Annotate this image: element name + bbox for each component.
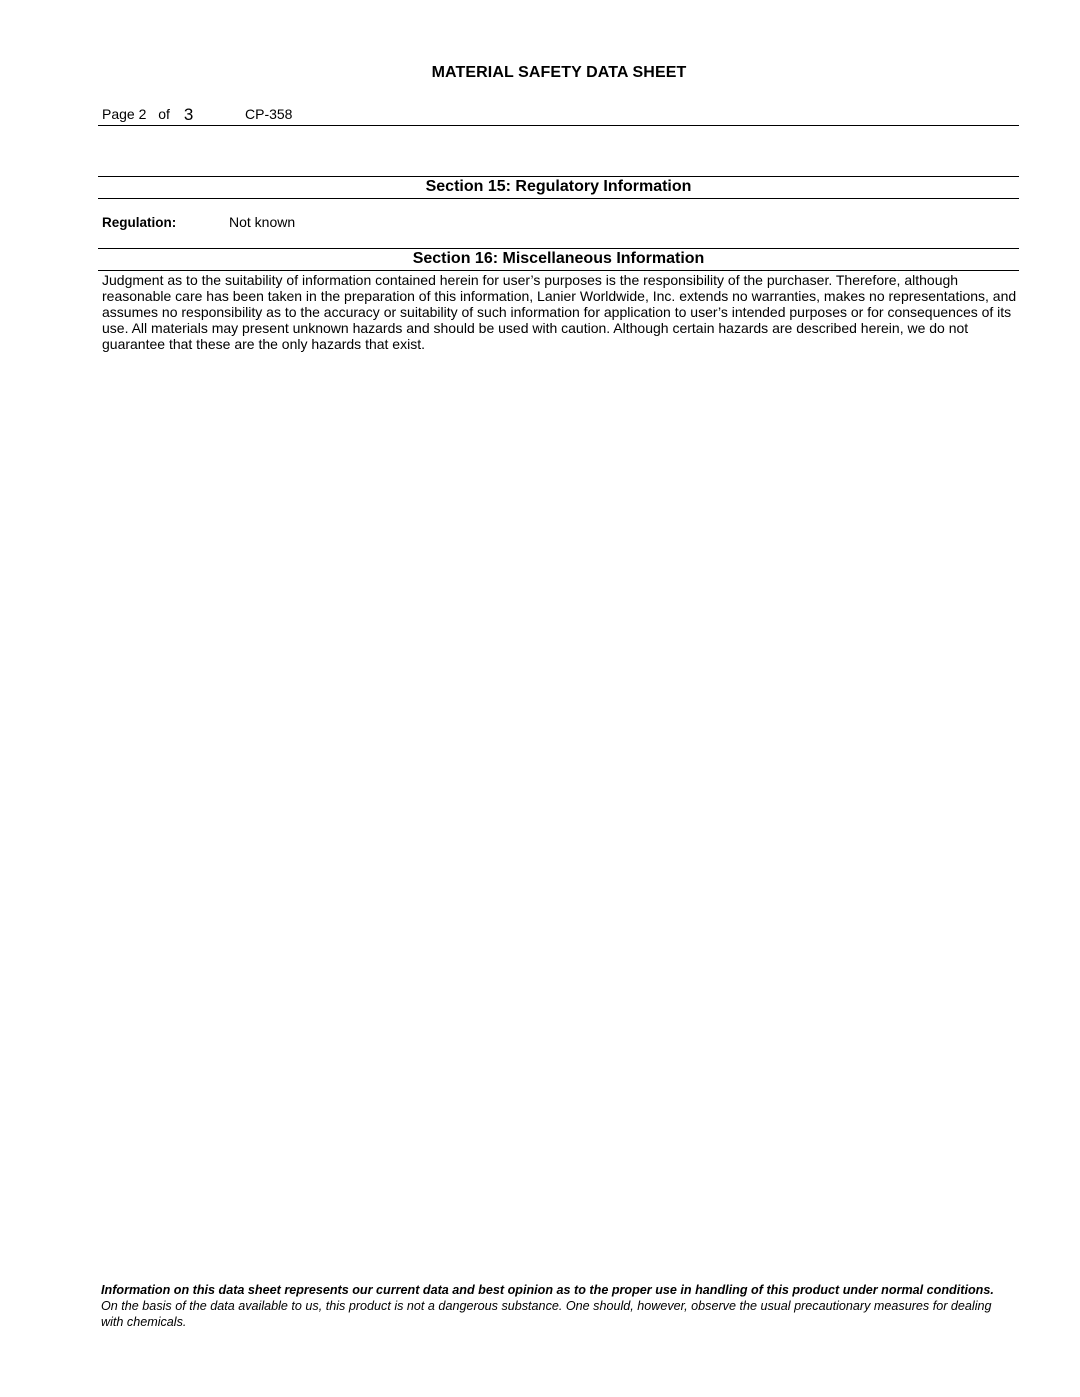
disclaimer-footer — [101, 1282, 1001, 1330]
section15-title: Section 15: Regulatory Information — [425, 178, 692, 195]
page-indicator — [102, 104, 293, 124]
section16-body: Judgment as to the suitability of information contained herein for user’s purposes is the responsibility of the purchaser. Therefore, although reasonable care has been taken in the preparation of this information, Lanier Worldwide, Inc. extends no warranties, makes no representations, and assumes no responsibility as to the accuracy or suitability of such information for application to user’s intended purposes or for consequences of its use. All materials may present unknown hazards and should be used with caution. Although certain hazards are described herein, we do not guarantee that these are the only hazards that exist. — [102, 272, 1017, 352]
regulation-value: Not known — [229, 214, 296, 230]
page-label: Page 2 — [102, 106, 147, 122]
disclaimer-text: On the basis of the data available to us, this product is not a dangerous substance. One should, however, observe the usual precautionary measures for dealing with chemicals. — [101, 1299, 992, 1329]
document-code: CP-358 — [245, 106, 293, 122]
regulation-row — [102, 214, 296, 230]
of-label: of — [158, 106, 170, 122]
header-divider — [98, 125, 1019, 126]
section15-top-rule — [98, 176, 1019, 177]
section16-title: Section 16: Miscellaneous Information — [412, 250, 705, 267]
disclaimer-bold: Information on this data sheet represents our current data and best opinion as to the proper use in handling of this product under normal conditions. — [101, 1283, 994, 1297]
regulation-label: Regulation: — [102, 215, 177, 230]
section16-top-rule — [98, 248, 1019, 249]
page-total: 3 — [183, 105, 194, 124]
document-title: MATERIAL SAFETY DATA SHEET — [431, 64, 687, 81]
section16-bottom-rule — [98, 270, 1019, 271]
section15-bottom-rule — [98, 198, 1019, 199]
